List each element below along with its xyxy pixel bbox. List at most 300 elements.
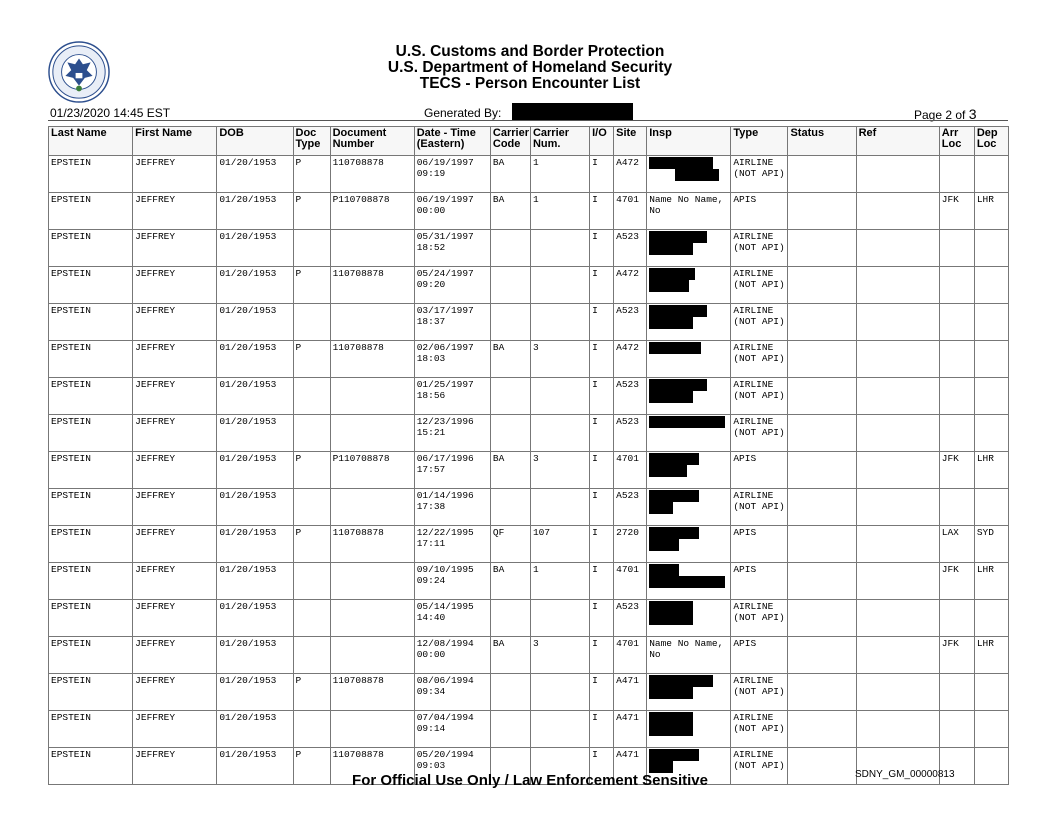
cell-document-number: 110708878 — [330, 341, 414, 378]
page-label: Page 2 of — [914, 108, 966, 122]
cell-status — [788, 674, 856, 711]
cell-insp — [647, 600, 731, 637]
cell-type: AIRLINE (NOT API) — [731, 341, 788, 378]
cell-dob: 01/20/1953 — [217, 711, 293, 748]
cell-document-number: P110708878 — [330, 452, 414, 489]
cell-doc-type: P — [293, 674, 330, 711]
cell-type: AIRLINE (NOT API) — [731, 415, 788, 452]
encounter-date: 05/31/1997 — [416, 231, 474, 242]
cell-arr-loc — [939, 489, 974, 526]
cell-io: I — [590, 674, 614, 711]
redaction-box — [649, 157, 713, 169]
cell-status — [788, 748, 856, 785]
cell-date-time — [414, 230, 490, 267]
cell-type: AIRLINE (NOT API) — [731, 230, 788, 267]
cell-last-name: EPSTEIN — [49, 748, 133, 785]
col-ref: Ref — [856, 127, 939, 156]
cell-dep-loc: LHR — [974, 452, 1008, 489]
cell-arr-loc: JFK — [939, 637, 974, 674]
encounter-time: 09:19 — [416, 168, 446, 179]
encounter-time: 18:03 — [416, 353, 446, 364]
classification-footer: For Official Use Only / Law Enforcement Sensitive — [352, 772, 708, 789]
cell-dep-loc — [974, 341, 1008, 378]
cell-date-time — [414, 637, 490, 674]
cell-insp — [647, 711, 731, 748]
cell-io: I — [590, 341, 614, 378]
cell-carrier-num — [530, 711, 589, 748]
cell-date-time — [414, 452, 490, 489]
insp-text: Name No Name, No — [649, 638, 724, 660]
cell-io: I — [590, 415, 614, 452]
cell-status — [788, 489, 856, 526]
encounter-date: 02/06/1997 — [416, 342, 474, 353]
cell-status — [788, 230, 856, 267]
col-doc-type: Doc Type — [293, 127, 330, 156]
encounter-date: 12/22/1995 — [416, 527, 474, 538]
cell-status — [788, 415, 856, 452]
cell-last-name: EPSTEIN — [49, 156, 133, 193]
cell-io: I — [590, 637, 614, 674]
col-carrier-code: Carrier Code — [490, 127, 530, 156]
cell-carrier-num: 1 — [530, 193, 589, 230]
cell-arr-loc — [939, 156, 974, 193]
cell-dep-loc — [974, 674, 1008, 711]
redaction-box — [649, 564, 679, 576]
redaction-box — [649, 601, 693, 613]
cell-site: A523 — [614, 600, 647, 637]
cell-type: AIRLINE (NOT API) — [731, 674, 788, 711]
cell-site: A523 — [614, 378, 647, 415]
cell-document-number — [330, 415, 414, 452]
cell-dob: 01/20/1953 — [217, 489, 293, 526]
cell-dob: 01/20/1953 — [217, 230, 293, 267]
cell-first-name: JEFFREY — [133, 748, 217, 785]
cell-type: AIRLINE (NOT API) — [731, 489, 788, 526]
encounter-date: 06/19/1997 — [416, 157, 474, 168]
cell-status — [788, 378, 856, 415]
encounter-time: 17:57 — [416, 464, 446, 475]
redaction-box — [649, 305, 707, 317]
cell-ref — [856, 711, 939, 748]
redaction-box — [649, 465, 687, 477]
cell-date-time — [414, 304, 490, 341]
cell-dep-loc — [974, 600, 1008, 637]
cell-first-name: JEFFREY — [133, 452, 217, 489]
cell-status — [788, 600, 856, 637]
cell-status — [788, 452, 856, 489]
cell-carrier-code — [490, 230, 530, 267]
col-first-name: First Name — [133, 127, 217, 156]
cell-ref — [856, 489, 939, 526]
cell-last-name: EPSTEIN — [49, 378, 133, 415]
cell-doc-type — [293, 600, 330, 637]
cell-io: I — [590, 711, 614, 748]
table-body — [49, 156, 1009, 785]
table-row — [49, 267, 1009, 304]
header-report-title: TECS - Person Encounter List — [419, 75, 641, 92]
cell-carrier-code — [490, 489, 530, 526]
redaction-box — [649, 268, 695, 280]
cell-arr-loc — [939, 304, 974, 341]
cell-dep-loc: LHR — [974, 193, 1008, 230]
table-row — [49, 415, 1009, 452]
cell-site: A471 — [614, 674, 647, 711]
cell-arr-loc — [939, 415, 974, 452]
cell-site: A472 — [614, 156, 647, 193]
cell-date-time — [414, 267, 490, 304]
cell-site: 2720 — [614, 526, 647, 563]
cell-arr-loc — [939, 711, 974, 748]
cell-type: APIS — [731, 637, 788, 674]
cell-site: A472 — [614, 267, 647, 304]
cell-first-name: JEFFREY — [133, 674, 217, 711]
cell-dep-loc — [974, 415, 1008, 452]
cell-last-name: EPSTEIN — [49, 415, 133, 452]
redaction-box — [649, 391, 693, 403]
cell-arr-loc: JFK — [939, 563, 974, 600]
cell-ref — [856, 230, 939, 267]
cell-first-name: JEFFREY — [133, 230, 217, 267]
encounter-time: 09:34 — [416, 686, 446, 697]
encounter-time: 09:14 — [416, 723, 446, 734]
cell-date-time — [414, 156, 490, 193]
cell-site: A523 — [614, 304, 647, 341]
cell-io: I — [590, 748, 614, 785]
cell-last-name: EPSTEIN — [49, 711, 133, 748]
cell-insp — [647, 526, 731, 563]
cell-carrier-code: BA — [490, 452, 530, 489]
cell-document-number: 110708878 — [330, 674, 414, 711]
cell-date-time — [414, 563, 490, 600]
cell-arr-loc — [939, 341, 974, 378]
col-arr-loc: Arr Loc — [939, 127, 974, 156]
cell-ref — [856, 378, 939, 415]
cell-site: A523 — [614, 415, 647, 452]
cell-io: I — [590, 267, 614, 304]
cell-last-name: EPSTEIN — [49, 600, 133, 637]
cell-date-time — [414, 711, 490, 748]
cell-ref — [856, 526, 939, 563]
cell-ref — [856, 304, 939, 341]
col-io: I/O — [590, 127, 614, 156]
encounter-time: 00:00 — [416, 205, 446, 216]
cell-last-name: EPSTEIN — [49, 304, 133, 341]
cell-carrier-num — [530, 230, 589, 267]
cell-arr-loc — [939, 378, 974, 415]
cell-first-name: JEFFREY — [133, 304, 217, 341]
cell-status — [788, 304, 856, 341]
table-row — [49, 526, 1009, 563]
cell-document-number — [330, 378, 414, 415]
cell-first-name: JEFFREY — [133, 637, 217, 674]
encounter-time: 17:11 — [416, 538, 446, 549]
encounter-date: 05/14/1995 — [416, 601, 474, 612]
cell-first-name: JEFFREY — [133, 600, 217, 637]
encounter-time: 09:20 — [416, 279, 446, 290]
encounter-date: 12/08/1994 — [416, 638, 474, 649]
encounter-date: 12/23/1996 — [416, 416, 474, 427]
cell-document-number: 110708878 — [330, 267, 414, 304]
cell-status — [788, 526, 856, 563]
header-department: U.S. Department of Homeland Security — [387, 59, 673, 76]
cell-dob: 01/20/1953 — [217, 267, 293, 304]
cell-insp — [647, 674, 731, 711]
cell-carrier-num — [530, 489, 589, 526]
cell-io: I — [590, 600, 614, 637]
cell-last-name: EPSTEIN — [49, 526, 133, 563]
cell-first-name: JEFFREY — [133, 156, 217, 193]
bates-number: SDNY_GM_00000813 — [855, 769, 955, 780]
cell-document-number — [330, 230, 414, 267]
table-row — [49, 341, 1009, 378]
cell-first-name: JEFFREY — [133, 193, 217, 230]
table-row — [49, 304, 1009, 341]
table-row — [49, 600, 1009, 637]
cell-last-name: EPSTEIN — [49, 674, 133, 711]
cell-ref — [856, 341, 939, 378]
cell-type: AIRLINE (NOT API) — [731, 748, 788, 785]
col-insp: Insp — [647, 127, 731, 156]
encounter-date: 01/14/1996 — [416, 490, 474, 501]
encounter-date: 05/24/1997 — [416, 268, 474, 279]
cell-status — [788, 267, 856, 304]
redaction-box — [649, 712, 693, 724]
cell-carrier-code: BA — [490, 341, 530, 378]
cell-dep-loc — [974, 156, 1008, 193]
table-row — [49, 378, 1009, 415]
cell-date-time — [414, 674, 490, 711]
table-row — [49, 156, 1009, 193]
cell-last-name: EPSTEIN — [49, 230, 133, 267]
cell-date-time — [414, 489, 490, 526]
table-row — [49, 711, 1009, 748]
cell-type: AIRLINE (NOT API) — [731, 378, 788, 415]
redaction-box — [675, 169, 719, 181]
encounter-time: 09:24 — [416, 575, 446, 586]
col-status: Status — [788, 127, 856, 156]
cell-dep-loc — [974, 267, 1008, 304]
cell-carrier-code: BA — [490, 563, 530, 600]
col-dob: DOB — [217, 127, 293, 156]
cell-io: I — [590, 230, 614, 267]
cell-doc-type — [293, 378, 330, 415]
cell-carrier-code: BA — [490, 637, 530, 674]
cell-dob: 01/20/1953 — [217, 637, 293, 674]
cell-site: A523 — [614, 489, 647, 526]
redaction-box — [649, 317, 693, 329]
cell-dob: 01/20/1953 — [217, 452, 293, 489]
cell-io: I — [590, 156, 614, 193]
cell-carrier-num: 3 — [530, 452, 589, 489]
cell-dob: 01/20/1953 — [217, 415, 293, 452]
encounter-time: 09:03 — [416, 760, 446, 771]
cell-insp — [647, 230, 731, 267]
cell-carrier-num: 1 — [530, 156, 589, 193]
cell-document-number — [330, 304, 414, 341]
cell-type: AIRLINE (NOT API) — [731, 156, 788, 193]
cell-first-name: JEFFREY — [133, 341, 217, 378]
cell-carrier-num — [530, 378, 589, 415]
cell-status — [788, 563, 856, 600]
cell-date-time — [414, 526, 490, 563]
cell-type: APIS — [731, 526, 788, 563]
redaction-box — [649, 539, 679, 551]
cell-dob: 01/20/1953 — [217, 156, 293, 193]
cell-date-time — [414, 378, 490, 415]
col-carrier-num: Carrier Num. — [530, 127, 589, 156]
redaction-box — [649, 675, 713, 687]
redaction-box — [649, 280, 689, 292]
cell-io: I — [590, 489, 614, 526]
dhs-seal-logo — [48, 41, 110, 103]
cell-doc-type — [293, 563, 330, 600]
cell-insp — [647, 563, 731, 600]
cell-site: A471 — [614, 711, 647, 748]
cell-insp — [647, 341, 731, 378]
cell-insp — [647, 452, 731, 489]
cell-first-name: JEFFREY — [133, 711, 217, 748]
cell-dob: 01/20/1953 — [217, 193, 293, 230]
cell-document-number — [330, 711, 414, 748]
col-type: Type — [731, 127, 788, 156]
cell-dep-loc: SYD — [974, 526, 1008, 563]
cell-io: I — [590, 378, 614, 415]
cell-io: I — [590, 452, 614, 489]
cell-arr-loc: JFK — [939, 193, 974, 230]
redaction-box — [649, 724, 693, 736]
cell-ref — [856, 415, 939, 452]
table-row — [49, 637, 1009, 674]
cell-type: APIS — [731, 193, 788, 230]
cell-doc-type: P — [293, 193, 330, 230]
cell-doc-type — [293, 711, 330, 748]
redaction-box — [649, 749, 699, 761]
table-row — [49, 452, 1009, 489]
redaction-box — [649, 416, 725, 428]
cell-first-name: JEFFREY — [133, 378, 217, 415]
cell-dob: 01/20/1953 — [217, 748, 293, 785]
encounter-time: 18:52 — [416, 242, 446, 253]
table-row — [49, 489, 1009, 526]
cell-carrier-num — [530, 304, 589, 341]
encounter-date: 05/20/1994 — [416, 749, 474, 760]
cell-doc-type — [293, 637, 330, 674]
table-row — [49, 193, 1009, 230]
cell-dob: 01/20/1953 — [217, 563, 293, 600]
encounter-table — [48, 126, 1009, 785]
page-total: 3 — [968, 106, 977, 122]
col-document-number: Document Number — [330, 127, 414, 156]
cell-dob: 01/20/1953 — [217, 304, 293, 341]
header-divider — [48, 120, 1008, 121]
cell-site: 4701 — [614, 193, 647, 230]
cell-last-name: EPSTEIN — [49, 563, 133, 600]
cell-type: AIRLINE (NOT API) — [731, 600, 788, 637]
cell-ref — [856, 452, 939, 489]
cell-insp — [647, 378, 731, 415]
redaction-box — [649, 490, 699, 502]
cell-doc-type: P — [293, 267, 330, 304]
cell-type: APIS — [731, 452, 788, 489]
redaction-box — [649, 502, 673, 514]
redaction-box — [649, 576, 725, 588]
table-header-row — [49, 127, 1009, 156]
cell-dep-loc — [974, 230, 1008, 267]
cell-dep-loc — [974, 378, 1008, 415]
redaction-box — [649, 687, 693, 699]
cell-carrier-num: 3 — [530, 637, 589, 674]
col-dep-loc: Dep Loc — [974, 127, 1008, 156]
redaction-box — [512, 103, 633, 121]
cell-document-number — [330, 600, 414, 637]
cell-doc-type: P — [293, 452, 330, 489]
cell-carrier-code — [490, 711, 530, 748]
cell-carrier-code — [490, 378, 530, 415]
cell-dep-loc — [974, 711, 1008, 748]
cell-type: APIS — [731, 563, 788, 600]
cell-io: I — [590, 526, 614, 563]
encounter-time: 00:00 — [416, 649, 446, 660]
table-row — [49, 563, 1009, 600]
cell-arr-loc — [939, 600, 974, 637]
col-date-time: Date - Time (Eastern) — [414, 127, 490, 156]
cell-doc-type: P — [293, 526, 330, 563]
redaction-box — [649, 243, 693, 255]
cell-document-number: 110708878 — [330, 156, 414, 193]
cell-dep-loc — [974, 304, 1008, 341]
encounter-date: 09/10/1995 — [416, 564, 474, 575]
cell-site: A472 — [614, 341, 647, 378]
cell-first-name: JEFFREY — [133, 563, 217, 600]
redaction-box — [649, 527, 699, 539]
cell-date-time — [414, 415, 490, 452]
cell-dob: 01/20/1953 — [217, 378, 293, 415]
cell-site: 4701 — [614, 563, 647, 600]
cell-dob: 01/20/1953 — [217, 674, 293, 711]
cell-document-number — [330, 489, 414, 526]
cell-insp — [647, 415, 731, 452]
cell-carrier-num — [530, 267, 589, 304]
cell-status — [788, 156, 856, 193]
cell-doc-type: P — [293, 156, 330, 193]
cell-site: 4701 — [614, 452, 647, 489]
cell-site: 4701 — [614, 637, 647, 674]
cell-doc-type: P — [293, 748, 330, 785]
cell-status — [788, 341, 856, 378]
cell-date-time — [414, 600, 490, 637]
cell-date-time — [414, 341, 490, 378]
redaction-box — [649, 231, 707, 243]
cell-ref — [856, 193, 939, 230]
cell-last-name: EPSTEIN — [49, 267, 133, 304]
cell-carrier-num — [530, 674, 589, 711]
cell-ref — [856, 267, 939, 304]
encounter-date: 03/17/1997 — [416, 305, 474, 316]
cell-dep-loc: LHR — [974, 563, 1008, 600]
cell-dob: 01/20/1953 — [217, 600, 293, 637]
cell-insp — [647, 489, 731, 526]
encounter-time: 14:40 — [416, 612, 446, 623]
cell-doc-type — [293, 304, 330, 341]
cell-last-name: EPSTEIN — [49, 341, 133, 378]
cell-ref — [856, 563, 939, 600]
cell-date-time — [414, 193, 490, 230]
encounter-time: 15:21 — [416, 427, 446, 438]
cell-ref — [856, 600, 939, 637]
cell-io: I — [590, 193, 614, 230]
cell-ref — [856, 156, 939, 193]
cell-arr-loc — [939, 267, 974, 304]
